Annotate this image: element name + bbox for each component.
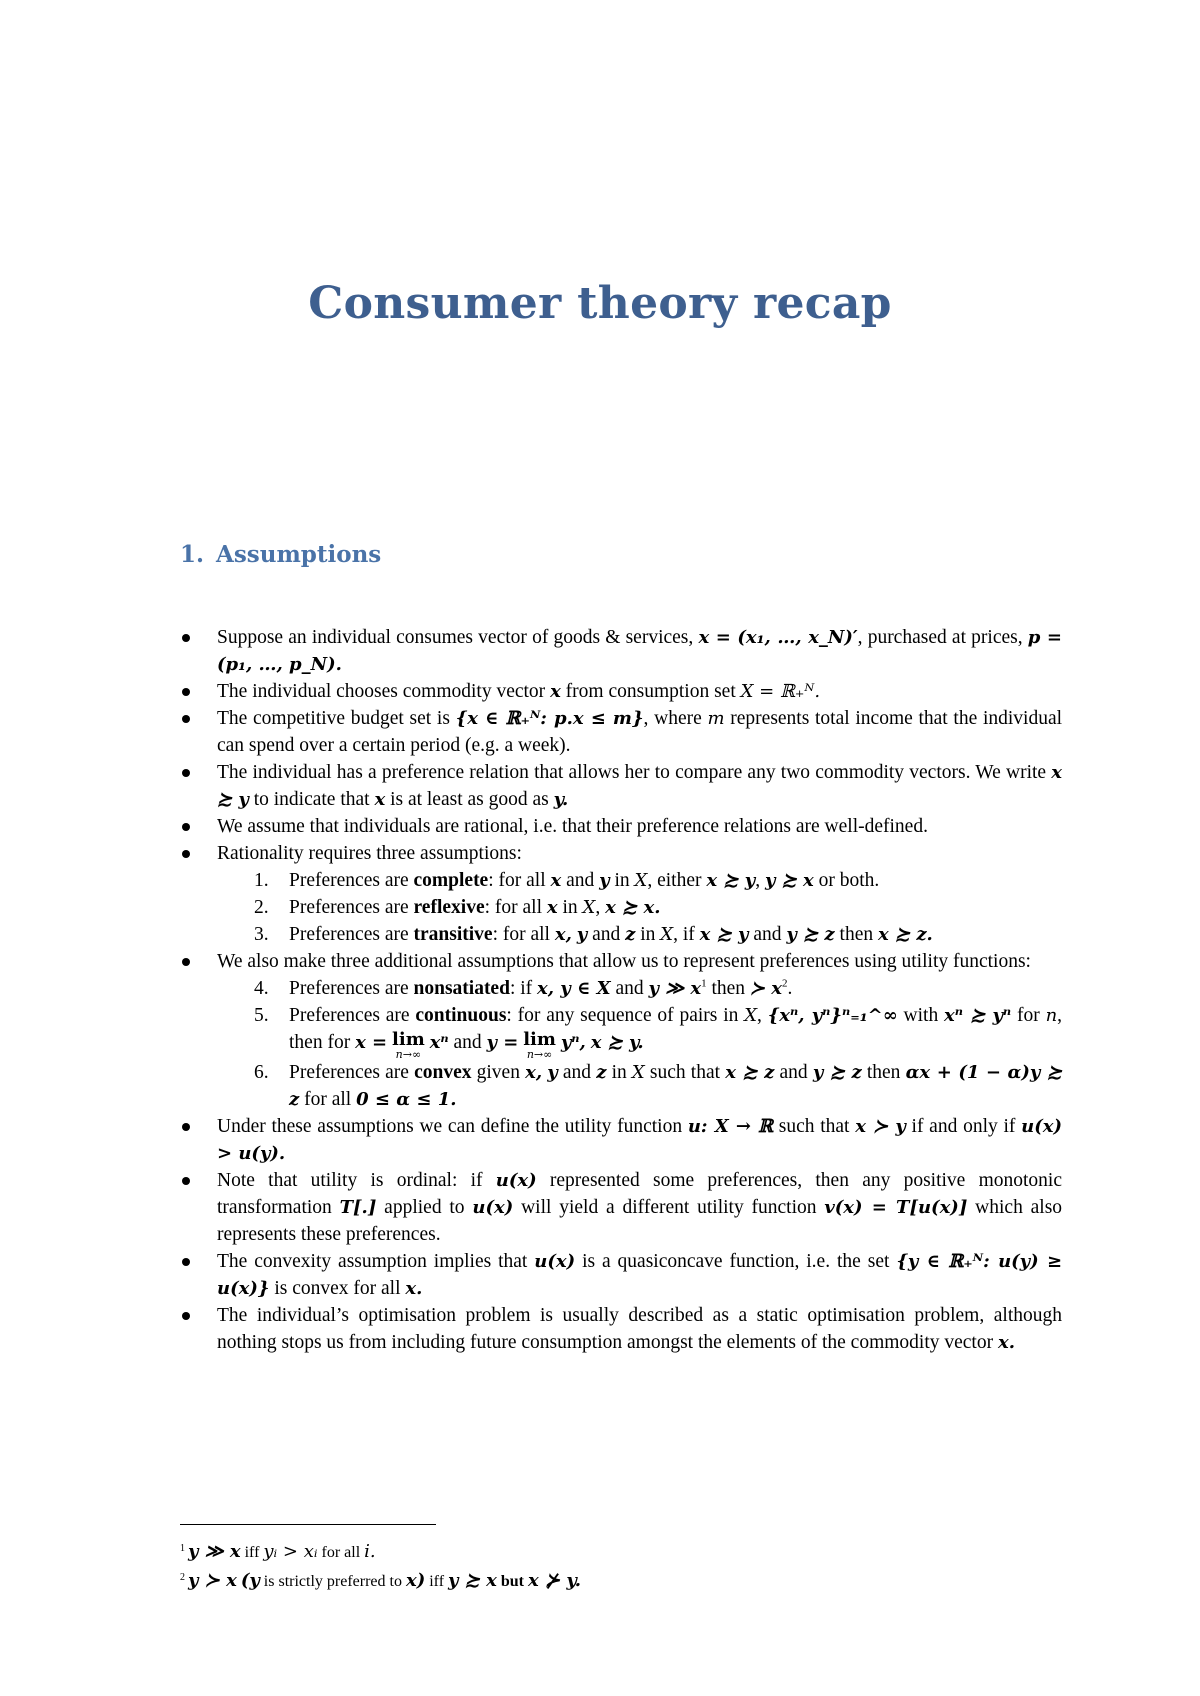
- bullet-icon: [182, 958, 190, 966]
- list-item: The convexity assumption implies that u(x) is a quasiconcave function, i.e. the set {y ∈ ℝ₊ᴺ: u(y) ≥ u(x)} is convex for all x.: [182, 1248, 1062, 1302]
- list-item: Under these assumptions we can define the utility function u: X → ℝ such that x ≻ y if and only if u(x) > u(y).: [182, 1113, 1062, 1167]
- sub-item-reflexive: 2. Preferences are reflexive: for all x in X, x ≿ x.: [254, 897, 661, 918]
- bullet-icon: [182, 823, 190, 831]
- footnotes: [180, 1538, 581, 1596]
- page-title: Consumer theory recap: [308, 278, 892, 329]
- sub-item-transitive: 3. Preferences are transitive: for all x, y and z in X, if x ≿ y and y ≿ z then x ≿ z.: [254, 924, 933, 945]
- list-item: We also make three additional assumptions that allow us to represent preferences using utility functions:: [182, 948, 1062, 975]
- sub-item-continuous: 5. Preferences are continuous: for any sequence of pairs in X, {xⁿ, yⁿ}ⁿ₌₁^∞ with xⁿ ≿ yⁿ for n, then for x = lim n→∞ xⁿ and y = lim n→∞ yⁿ, x ≿ y.: [254, 1005, 1063, 1061]
- section-heading: [180, 541, 381, 568]
- section-title: Assumptions: [216, 541, 382, 568]
- bullet-icon: [182, 688, 190, 696]
- sub-item-complete: 1. Preferences are complete: for all x and y in X, either x ≿ y, y ≿ x or both.: [254, 870, 880, 891]
- list-item: We assume that individuals are rational, i.e. that their preference relations are well-defined.: [182, 813, 1062, 840]
- bullet-icon: [182, 1312, 190, 1320]
- list-item: The competitive budget set is {x ∈ ℝ₊ᴺ: p.x ≤ m}, where m represents total income that the individual can spend over a certain period (e.g. a week).: [182, 705, 1062, 759]
- bullet-icon: [182, 769, 190, 777]
- bullet-icon: [182, 1177, 190, 1185]
- sub-item-nonsatiated: 4. Preferences are nonsatiated: if x, y ∈ X and y ≫ $x^1$ then ≻ $x^2$.: [254, 977, 793, 999]
- section-number: 1.: [180, 541, 205, 568]
- list-item: The individual has a preference relation that allows her to compare any two commodity vectors. We write x ≿ y to indicate that x is at least as good as y.: [182, 759, 1062, 813]
- list-item: Note that utility is ordinal: if u(x) represented some preferences, then any positive monotonic transformation T[.] applied to u(x) will yield a different utility function v(x) = T[u(x)] which also represents these preferences.: [182, 1167, 1062, 1248]
- list-item: The individual chooses commodity vector x from consumption set X = ℝ₊ᴺ.: [182, 678, 1062, 705]
- bullet-icon: [182, 715, 190, 723]
- footnote-2: $^2$ y ≻ x (y is strictly preferred to x) iff y ≿ x but x ⊁ y.: [180, 1570, 581, 1591]
- bullet-icon: [182, 1123, 190, 1131]
- list-item: The individual’s optimisation problem is usually described as a static optimisation problem, although nothing stops us from including future consumption amongst the elements of the commodity vector x.: [182, 1302, 1062, 1356]
- bullet-icon: [182, 850, 190, 858]
- footnote-divider: [180, 1524, 436, 1525]
- assumptions-list: [182, 624, 1062, 1356]
- bullet-icon: [182, 634, 190, 642]
- bullet-icon: [182, 1258, 190, 1266]
- sub-item-convex: 6. Preferences are convex given x, y and z in X such that x ≿ z and y ≿ z then αx + (1 − α)y ≿ z for all 0 ≤ α ≤ 1.: [254, 1062, 1062, 1110]
- list-item: Suppose an individual consumes vector of goods & services, x = (x₁, …, x_N)′, purchased at prices, p = (p₁, …, p_N).: [182, 624, 1062, 678]
- footnote-1: $^1$ y ≫ x iff yᵢ > xᵢ for all i.: [180, 1541, 376, 1562]
- list-item: Rationality requires three assumptions:: [182, 840, 1062, 867]
